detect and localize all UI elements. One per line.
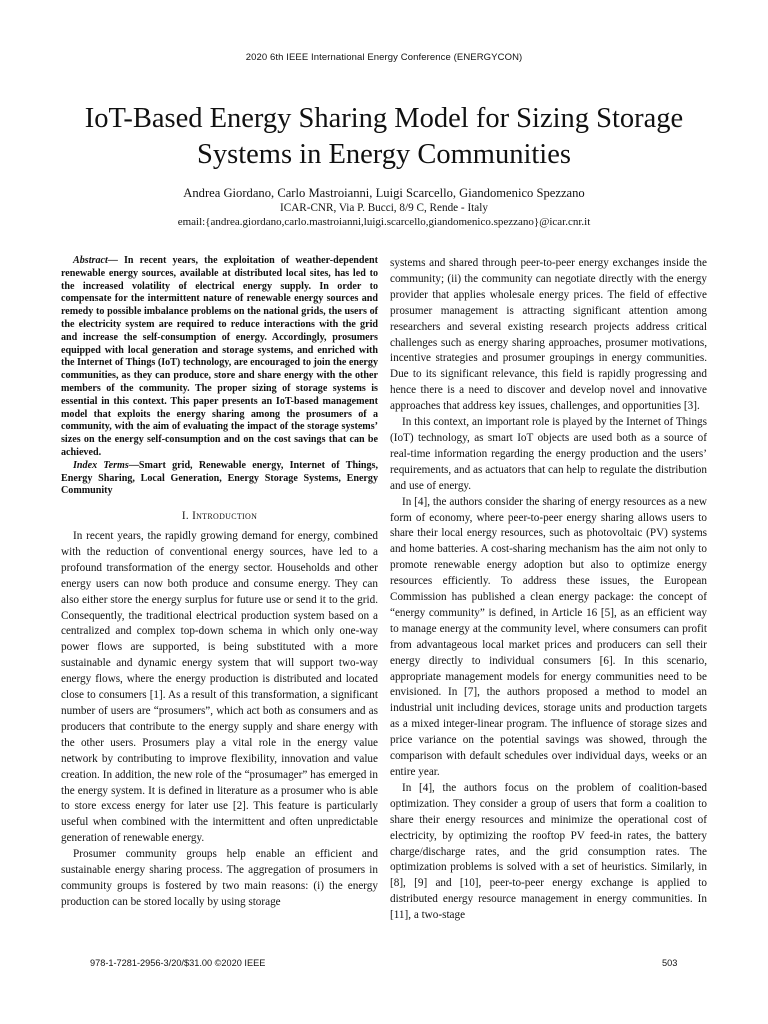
index-terms-text: —Smart grid, Renewable energy, Internet of Things, Energy Sharing, Local Generation, Energy Storage Systems, Energy Community: [61, 459, 378, 497]
page-number: 503: [662, 958, 678, 968]
paragraph: In [4], the authors focus on the problem of coalition-based optimization. They consider a group of users that form a coalition to share their energy resources and minimize the operational cost of electricity, by optimizing the rooftop PV feed-in rates, the battery charge/discharge rates, and the grid consumption rates. The optimization problems is solved with a set of heuristics. Similarly, in [8], [9] and [10], peer-to-peer energy exchange is applied to distributed energy resource management in energy communities. In [11], a two-stage: [390, 781, 707, 922]
footer-copyright: 978-1-7281-2956-3/20/$31.00 ©2020 IEEE: [90, 958, 266, 968]
index-terms: [61, 460, 378, 498]
paragraph: Prosumer community groups help enable an efficient and sustainable energy sharing process. The aggregation of prosumers in community groups is fostered by two main reasons: (i) the energy production can be stored locally by using storage: [61, 848, 378, 908]
paragraph: In this context, an important role is played by the Internet of Things (IoT) technology, as smart IoT objects are used both as a source of real-time information regarding the energy production and the users’ requirements, and as actuators that can help to regulate the distribution and use of energy.: [390, 416, 707, 492]
affiliation: ICAR-CNR, Via P. Bucci, 8/9 C, Rende - Italy: [280, 202, 488, 214]
paragraph: In [4], the authors consider the sharing of energy resources as a new form of economy, where peer-to-peer energy sharing allows users to share their local energy resources, such as photovoltaic (PV) systems and home batteries. A cost-sharing mechanism has the aim not only to promote renewable energy adoption but also to optimize energy resources efficiently. To address these issues, the European Commission has published a clean energy package: the concept of “energy community” is defined, in Article 16 [5], as an efficient way to manage energy at the community level, where consumers can profit from advantageous local market prices and producers can sell their energy directly to individual consumers [6]. In this scenario, appropriate management models for energy communities need to be envisioned. In [7], the authors proposed a method to model an industrial unit including devices, storage units and production targets as a mixed integer-linear program. The influence of storage sizes and price variance on the potential savings was showed, through the comparison with default schedules over individual days, weeks or an entire year.: [390, 495, 707, 778]
conference-header: 2020 6th IEEE International Energy Conference (ENERGYCON): [245, 52, 523, 63]
paragraph: In recent years, the rapidly growing demand for energy, combined with the reduction of conventional energy sources, have led to a profound transformation of the energy sector. Households and other energy users can now both produce and consume energy. They can also either store the energy surplus for future use or send it to the grid. Consequently, the traditional electrical production system based on a centralized and complex top-down schema in which only one-way power flows are supported, is being substituted with a more sustainable and dynamic energy system that will support two-way energy flows, where the energy production is distributed and located close to consumers [1]. As a result of this transformation, a significant number of users are “prosumers”, which act both as consumers and as producers that contribute to the energy supply and share energy with the other users. Prosumers play a vital role in the energy value network by contributing to improve flexibility, innovation and value creation. In addition, the new role of the “prosumager” has emerged in the energy system. It is defined in literature as a prosumer who is able to store excess energy for later use [2]. This feature is particularly useful when combined with the intermittent and often unpredictable generation of renewable energy.: [61, 530, 378, 845]
section-title: Introduction: [192, 510, 258, 523]
author-emails: email:{andrea.giordano,carlo.mastroianni,luigi.scarcello,giandomenico.spezzano}@icar.cnr.it: [177, 216, 591, 228]
author-list: Andrea Giordano, Carlo Mastroianni, Luigi Scarcello, Giandomenico Spezzano: [183, 186, 585, 200]
paper-title: IoT-Based Energy Sharing Model for Sizing Storage Systems in Energy Communities: [84, 103, 684, 170]
index-terms-label: Index Terms: [73, 459, 129, 471]
left-column: [61, 255, 378, 911]
section-number: I.: [181, 510, 193, 523]
paragraph: systems and shared through peer-to-peer energy exchanges inside the community; (ii) the community can negotiate directly with the energy provider that applies wholesale energy prices. The field of effective prosumer management is attracting significant attention among researchers and several existing research projects address critical challenges such as energy sharing approaches, prosumer motivations, incentive strategies and prosumer groupings in energy communities. Due to its significant relevance, this field is rapidly progressing and hence there is a need to discover and develop novel and innovative approaches that address key issues, challenges, and opportunities [3].: [390, 257, 707, 413]
abstract-label: Abstract: [73, 255, 108, 266]
abstract: [61, 255, 378, 460]
section-heading-introduction: [61, 509, 378, 525]
right-column: [390, 256, 707, 924]
abstract-text: — In recent years, the exploitation of weather-dependent renewable energy sources, available at distributed local sites, has led to the increased volatility of electrical energy supply. In order to compensate for the intermittent nature of renewable energy sources and remedy to possible imbalance problems on the national grids, the users of the electricity system are required to reduce interactions with the grid and increase the self-consumption of energy. Accordingly, prosumers equipped with local generation and storage systems, and enriched with the Internet of Things (IoT) technology, are encouraged to join the energy communities, as they can produce, store and share energy with the other members of the community. The proper sizing of storage systems is essential in this context. This paper presents an IoT-based management model that exploits the energy sharing among the prosumers of a community, with the aim of evaluating the impact of the storage systems’ sizes on the energy self-consumption and on the cost savings that can be achieved.: [61, 255, 378, 458]
